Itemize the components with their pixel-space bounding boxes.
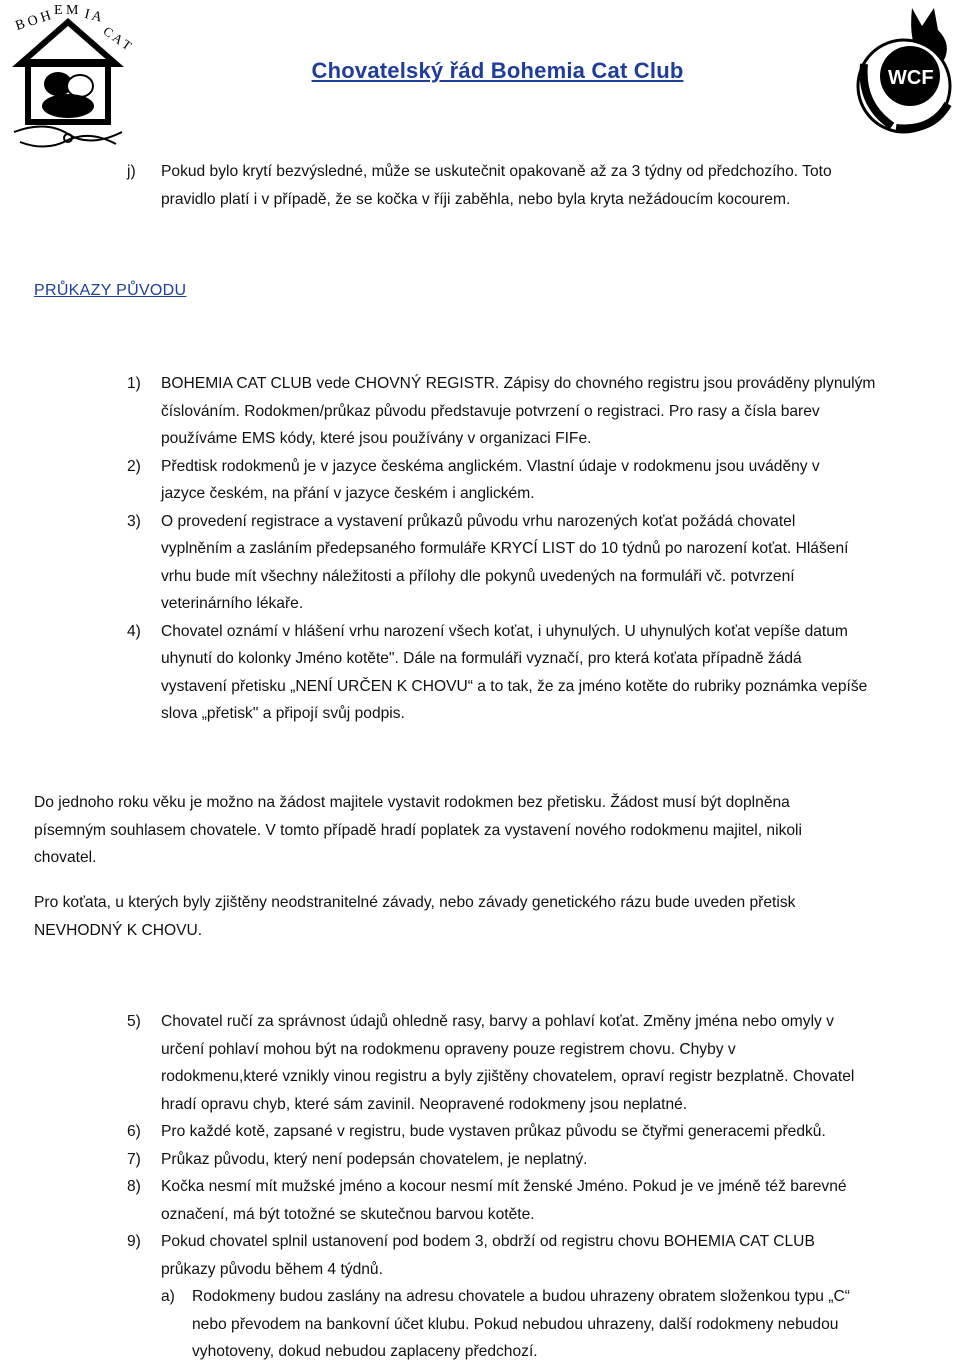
list-item-number: 1): [127, 375, 141, 392]
list-item-number: 2): [127, 457, 141, 475]
list-item-line: Rodokmeny budou zaslány na adresu chovatele a budou uhrazeny obratem složenkou typu „C“: [192, 1288, 850, 1305]
svg-text:WCF: WCF: [888, 67, 934, 89]
list-item: [0, 1146, 960, 1174]
list-item-line: číslováním. Rodokmen/průkaz původu představuje potvrzení o registraci. Pro rasy a čísla barev: [161, 402, 820, 420]
list-item-line: určení pohlaví mohou být na rodokmenu opraveny pouze registrem chovu. Chyby v: [161, 1040, 736, 1058]
list-item-line: O provedení registrace a vystavení průkazů původu vrhu narozených koťat požádá chovatel: [161, 512, 796, 530]
items-group-b: [0, 1008, 960, 1366]
list-item-number: 7): [127, 1150, 141, 1168]
list-item-line: jazyce českém, na přání v jazyce českém i anglickém.: [161, 485, 535, 502]
list-item: [0, 1008, 960, 1118]
svg-text:C A T: C A T: [100, 23, 135, 54]
list-item-number: 5): [127, 1013, 141, 1030]
list-item: [0, 508, 960, 618]
list-item: [0, 1118, 960, 1146]
item-j-line: pravidlo platí i v případě, že se kočka v říji zaběhla, nebo byla kryta nežádoucím kocourem.: [161, 190, 791, 208]
list-item-line: veterinárního lékaře.: [161, 595, 304, 612]
list-item-line: Pokud chovatel splnil ustanovení pod bodem 3, obdrží od registru chovu BOHEMIA CAT CLUB: [161, 1233, 815, 1250]
list-item: [0, 618, 960, 728]
list-item-line: BOHEMIA CAT CLUB vede CHOVNÝ REGISTR. Zápisy do chovného registru jsou prováděny plynulým: [161, 375, 876, 392]
paragraph-line: Do jednoho roku věku je možno na žádost majitele vystavit rodokmen bez přetisku. Žádost musí být doplněna: [34, 794, 790, 811]
list-item: [0, 370, 960, 453]
paragraph-line: písemným souhlasem chovatele. V tomto případě hradí poplatek za vystavení nového rodokmenu majitel, nikoli: [34, 821, 802, 839]
list-item-line: hradí opravu chyb, které sám zavinil. Neopravené rodokmeny jsou neplatné.: [161, 1095, 688, 1113]
list-item: [0, 1173, 960, 1228]
list-item: [0, 453, 960, 508]
wcf-logo: [852, 4, 958, 136]
list-item-line: Průkaz původu, který není podepsán chovatelem, je neplatný.: [161, 1150, 588, 1168]
sub-list-item-label: a): [161, 1288, 175, 1305]
list-item-number: 9): [127, 1233, 141, 1250]
list-item-number: 4): [127, 622, 141, 640]
list-item-line: Kočka nesmí mít mužské jméno a kocour nesmí mít ženské Jméno. Pokud je ve jméně též barevné: [161, 1178, 847, 1195]
list-item-line: vyhotoveny, dokud nebudou zaplaceny předchozí.: [192, 1343, 538, 1360]
sub-list-item: [0, 1283, 960, 1366]
list-item-line: Pro každé kotě, zapsané v registru, bude vystaven průkaz původu se čtyřmi generacemi předků.: [161, 1123, 826, 1140]
svg-text:I A: I A: [82, 6, 104, 26]
list-item-line: rodokmenu,které vznikly vinou registru a byly zjištěny chovatelem, opraví registr bezplatně. Chovatel: [161, 1068, 855, 1085]
svg-text:E M: E M: [54, 3, 79, 18]
document-title: Chovatelský řád Bohemia Cat Club: [311, 58, 684, 83]
items-group-a: [0, 370, 960, 728]
list-item-line: Chovatel oznámí v hlášení vrhu narození všech koťat, i uhynulých. U uhynulých koťat vepíše datum: [161, 622, 848, 640]
list-item-number: 6): [127, 1123, 141, 1140]
list-item-line: Předtisk rodokmenů je v jazyce českéma anglickém. Vlastní údaje v rodokmenu jsou uváděny v: [161, 457, 820, 475]
list-item-number: 8): [127, 1178, 141, 1195]
list-item-line: vystavení přetisku „NENÍ URČEN K CHOVU“ a to tak, že za jméno kotěte do rubriky poznámka vepíše: [161, 677, 868, 695]
list-item-line: vyplněním a zasláním předepsaného formuláře KRYCÍ LIST do 10 týdnů po narození koťat. Hlášení: [161, 540, 849, 557]
list-item-line: Chovatel ručí za správnost údajů ohledně rasy, barvy a pohlaví koťat. Změny jména nebo omyly v: [161, 1013, 834, 1030]
list-item: [0, 1228, 960, 1283]
paragraph-defects: [34, 889, 914, 944]
list-item-number: 3): [127, 512, 141, 530]
svg-text:B O H: B O H: [13, 8, 53, 34]
list-item-line: uhynutí do kolonky Jméno kotěte". Dále na formuláři vyznačí, pro která koťata případně žádá: [161, 650, 802, 667]
item-j-label: j): [127, 163, 136, 180]
paragraph-line: Pro koťata, u kterých byly zjištěny neodstranitelné závady, nebo závady genetického rázu bude uveden přetisk: [34, 894, 796, 911]
item-j: [0, 158, 960, 213]
paragraph-ownership: [34, 789, 914, 872]
list-item-line: průkazy původu během 4 týdnů.: [161, 1260, 383, 1278]
list-item-line: slova „přetisk" a připojí svůj podpis.: [161, 705, 405, 722]
item-j-line: Pokud bylo krytí bezvýsledné, může se uskutečnit opakovaně až za 3 týdny od předchozího. Toto: [161, 163, 832, 180]
list-item-line: používáme EMS kódy, které jsou používány v organizaci FIFe.: [161, 430, 592, 447]
paragraph-line: NEVHODNÝ K CHOVU.: [34, 921, 203, 939]
list-item-line: vrhu bude mít všechny náležitosti a přílohy dle pokynů uvedených na formuláři vč. potvrzení: [161, 567, 795, 585]
list-item-line: označení, má být totožné se skutečnou barvou kotěte.: [161, 1205, 535, 1223]
paragraph-line: chovatel.: [34, 849, 97, 866]
list-item-line: nebo převodem na bankovní účet klubu. Pokud nebudou uhrazeny, další rodokmeny nebudou: [192, 1315, 839, 1333]
section-heading: PRŮKAZY PŮVODU: [34, 282, 187, 299]
